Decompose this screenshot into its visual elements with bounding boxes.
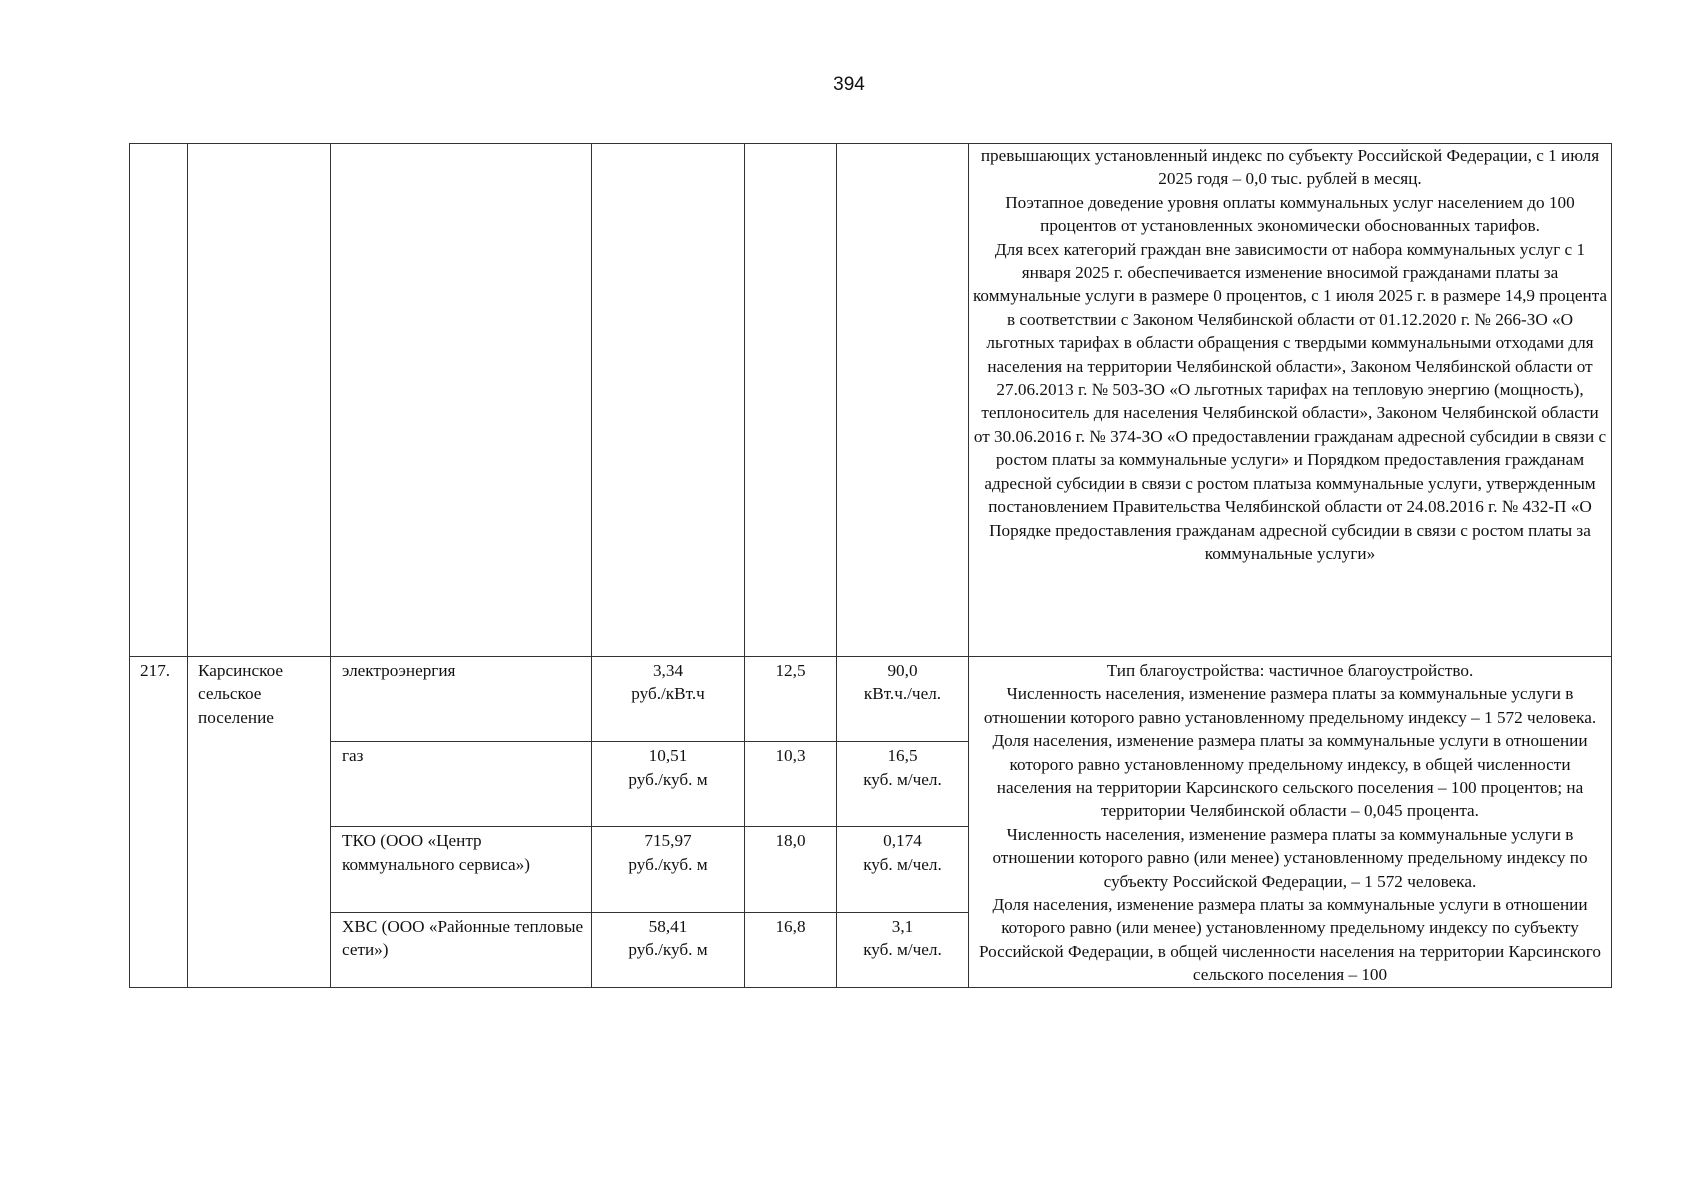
index-value: 16,8 bbox=[745, 912, 837, 987]
tariff-cell bbox=[592, 657, 745, 742]
volume-value: 90,0 bbox=[887, 661, 918, 680]
volume-value: 3,1 bbox=[891, 916, 914, 936]
volume-unit: куб. м/чел. bbox=[863, 854, 942, 874]
volume-value: 0,174 bbox=[883, 831, 922, 851]
description-paragraph: Численность населения, изменение размера платы за коммунальные услуги в отношении которого равно установленному предельному индексу – 1 572 человека. bbox=[983, 684, 1597, 727]
cell-empty bbox=[188, 144, 331, 657]
volume-cell bbox=[837, 657, 969, 742]
cell-empty bbox=[837, 144, 969, 657]
continuation-paragraph: Для всех категорий граждан вне зависимости от набора коммунальных услуг с 1 января 2025 г. обеспечивается изменение вносимой гражданами платы за коммунальные услуги в размере 0 процентов, с 1 июля 2025 г. в размере 14,9 процента в соответствии с Законом Челябинской области от 01.12.2020 г. № 266-ЗО «О льготных тарифах в области обращения с твердыми коммунальными отходами для населения на территории Челябинской области», Законом Челябинской области от 27.06.2013 г. № 503-ЗО «О льготных тарифах на тепловую энергию (мощность), теплоноситель для населения Челябинской области», Законом Челябинской области от 30.06.2016 г. № 374-ЗО «О предоставлении гражданам адресной субсидии в связи с ростом платы за коммунальные услуги» и Порядком предоставления гражданам адресной субсидии в связи с ростом платыза коммунальные услуги, утвержденным постановлением Правительства Челябинской области от 24.08.2016 г. № 432-П «О Порядке предоставления гражданам адресной субсидии в связи с ростом платы за коммунальные услуги» bbox=[972, 239, 1608, 563]
tariff-unit: руб./куб. м bbox=[628, 854, 708, 874]
volume-cell bbox=[837, 827, 969, 912]
description-paragraph: Численность населения, изменение размера платы за коммунальные услуги в отношении которого равно (или менее) установленному предельному индексу по субъекту Российской Федерации, – 1 572 человека. bbox=[992, 824, 1588, 891]
cell-empty bbox=[130, 144, 188, 657]
tariff-unit: руб./куб. м bbox=[628, 940, 708, 960]
description-paragraph: Доля населения, изменение размера платы за коммунальные услуги в отношении которого равно установленному предельному индексу, в общей численности населения на территории Карсинского сельского поселения – 100 процентов; на территории Челябинской области – 0,045 процента. bbox=[992, 731, 1588, 821]
volume-unit: кВт.ч./чел. bbox=[863, 684, 942, 704]
index-value: 18,0 bbox=[745, 827, 837, 912]
continuation-paragraph: Поэтапное доведение уровня оплаты коммунальных услуг населением до 100 процентов от установленных экономически обоснованных тарифов. bbox=[1005, 192, 1575, 236]
tariff-value: 715,97 bbox=[644, 831, 692, 851]
tariff-value: 58,41 bbox=[648, 916, 688, 936]
volume-unit: куб. м/чел. bbox=[863, 940, 942, 960]
cell-empty bbox=[745, 144, 837, 657]
description-cell bbox=[969, 657, 1612, 988]
service-name: газ bbox=[331, 742, 592, 827]
tariff-unit: руб./куб. м bbox=[628, 769, 708, 789]
volume-unit: куб. м/чел. bbox=[863, 769, 942, 789]
description-paragraph: Тип благоустройства: частичное благоустройство. bbox=[1106, 661, 1474, 680]
volume-cell bbox=[837, 912, 969, 987]
table-row bbox=[130, 657, 1612, 742]
cell-empty bbox=[331, 144, 592, 657]
settlement-name: Карсинское сельское поселение bbox=[188, 657, 331, 988]
service-name: электроэнергия bbox=[331, 657, 592, 742]
volume-value: 16,5 bbox=[887, 746, 918, 766]
tariff-unit: руб./кВт.ч bbox=[631, 684, 705, 704]
continuation-paragraph: превышающих установленный индекс по субъекту Российской Федерации, с 1 июля 2025 годя – 0,0 тыс. рублей в месяц. bbox=[980, 146, 1600, 189]
service-name: ХВС (ООО «Районные тепловые сети») bbox=[331, 912, 592, 987]
tariff-value: 10,51 bbox=[648, 746, 688, 766]
row-number: 217. bbox=[130, 657, 188, 988]
page-number: 394 bbox=[833, 74, 865, 95]
tariff-value: 3,34 bbox=[652, 661, 684, 680]
tariff-cell bbox=[592, 827, 745, 912]
index-value: 12,5 bbox=[745, 657, 837, 742]
tariff-cell bbox=[592, 742, 745, 827]
tariff-table bbox=[129, 143, 1612, 988]
index-value: 10,3 bbox=[745, 742, 837, 827]
tariff-cell bbox=[592, 912, 745, 987]
continuation-description-cell bbox=[969, 144, 1612, 657]
description-paragraph: Доля населения, изменение размера платы за коммунальные услуги в отношении которого равно (или менее) установленному предельному индексу по субъекту Российской Федерации, в общей численности населения на территории Карсинского сельского поселения – 100 bbox=[979, 895, 1601, 985]
table-row-continuation bbox=[130, 144, 1612, 657]
volume-cell bbox=[837, 742, 969, 827]
service-name: ТКО (ООО «Центр коммунального сервиса») bbox=[331, 827, 592, 912]
cell-empty bbox=[592, 144, 745, 657]
